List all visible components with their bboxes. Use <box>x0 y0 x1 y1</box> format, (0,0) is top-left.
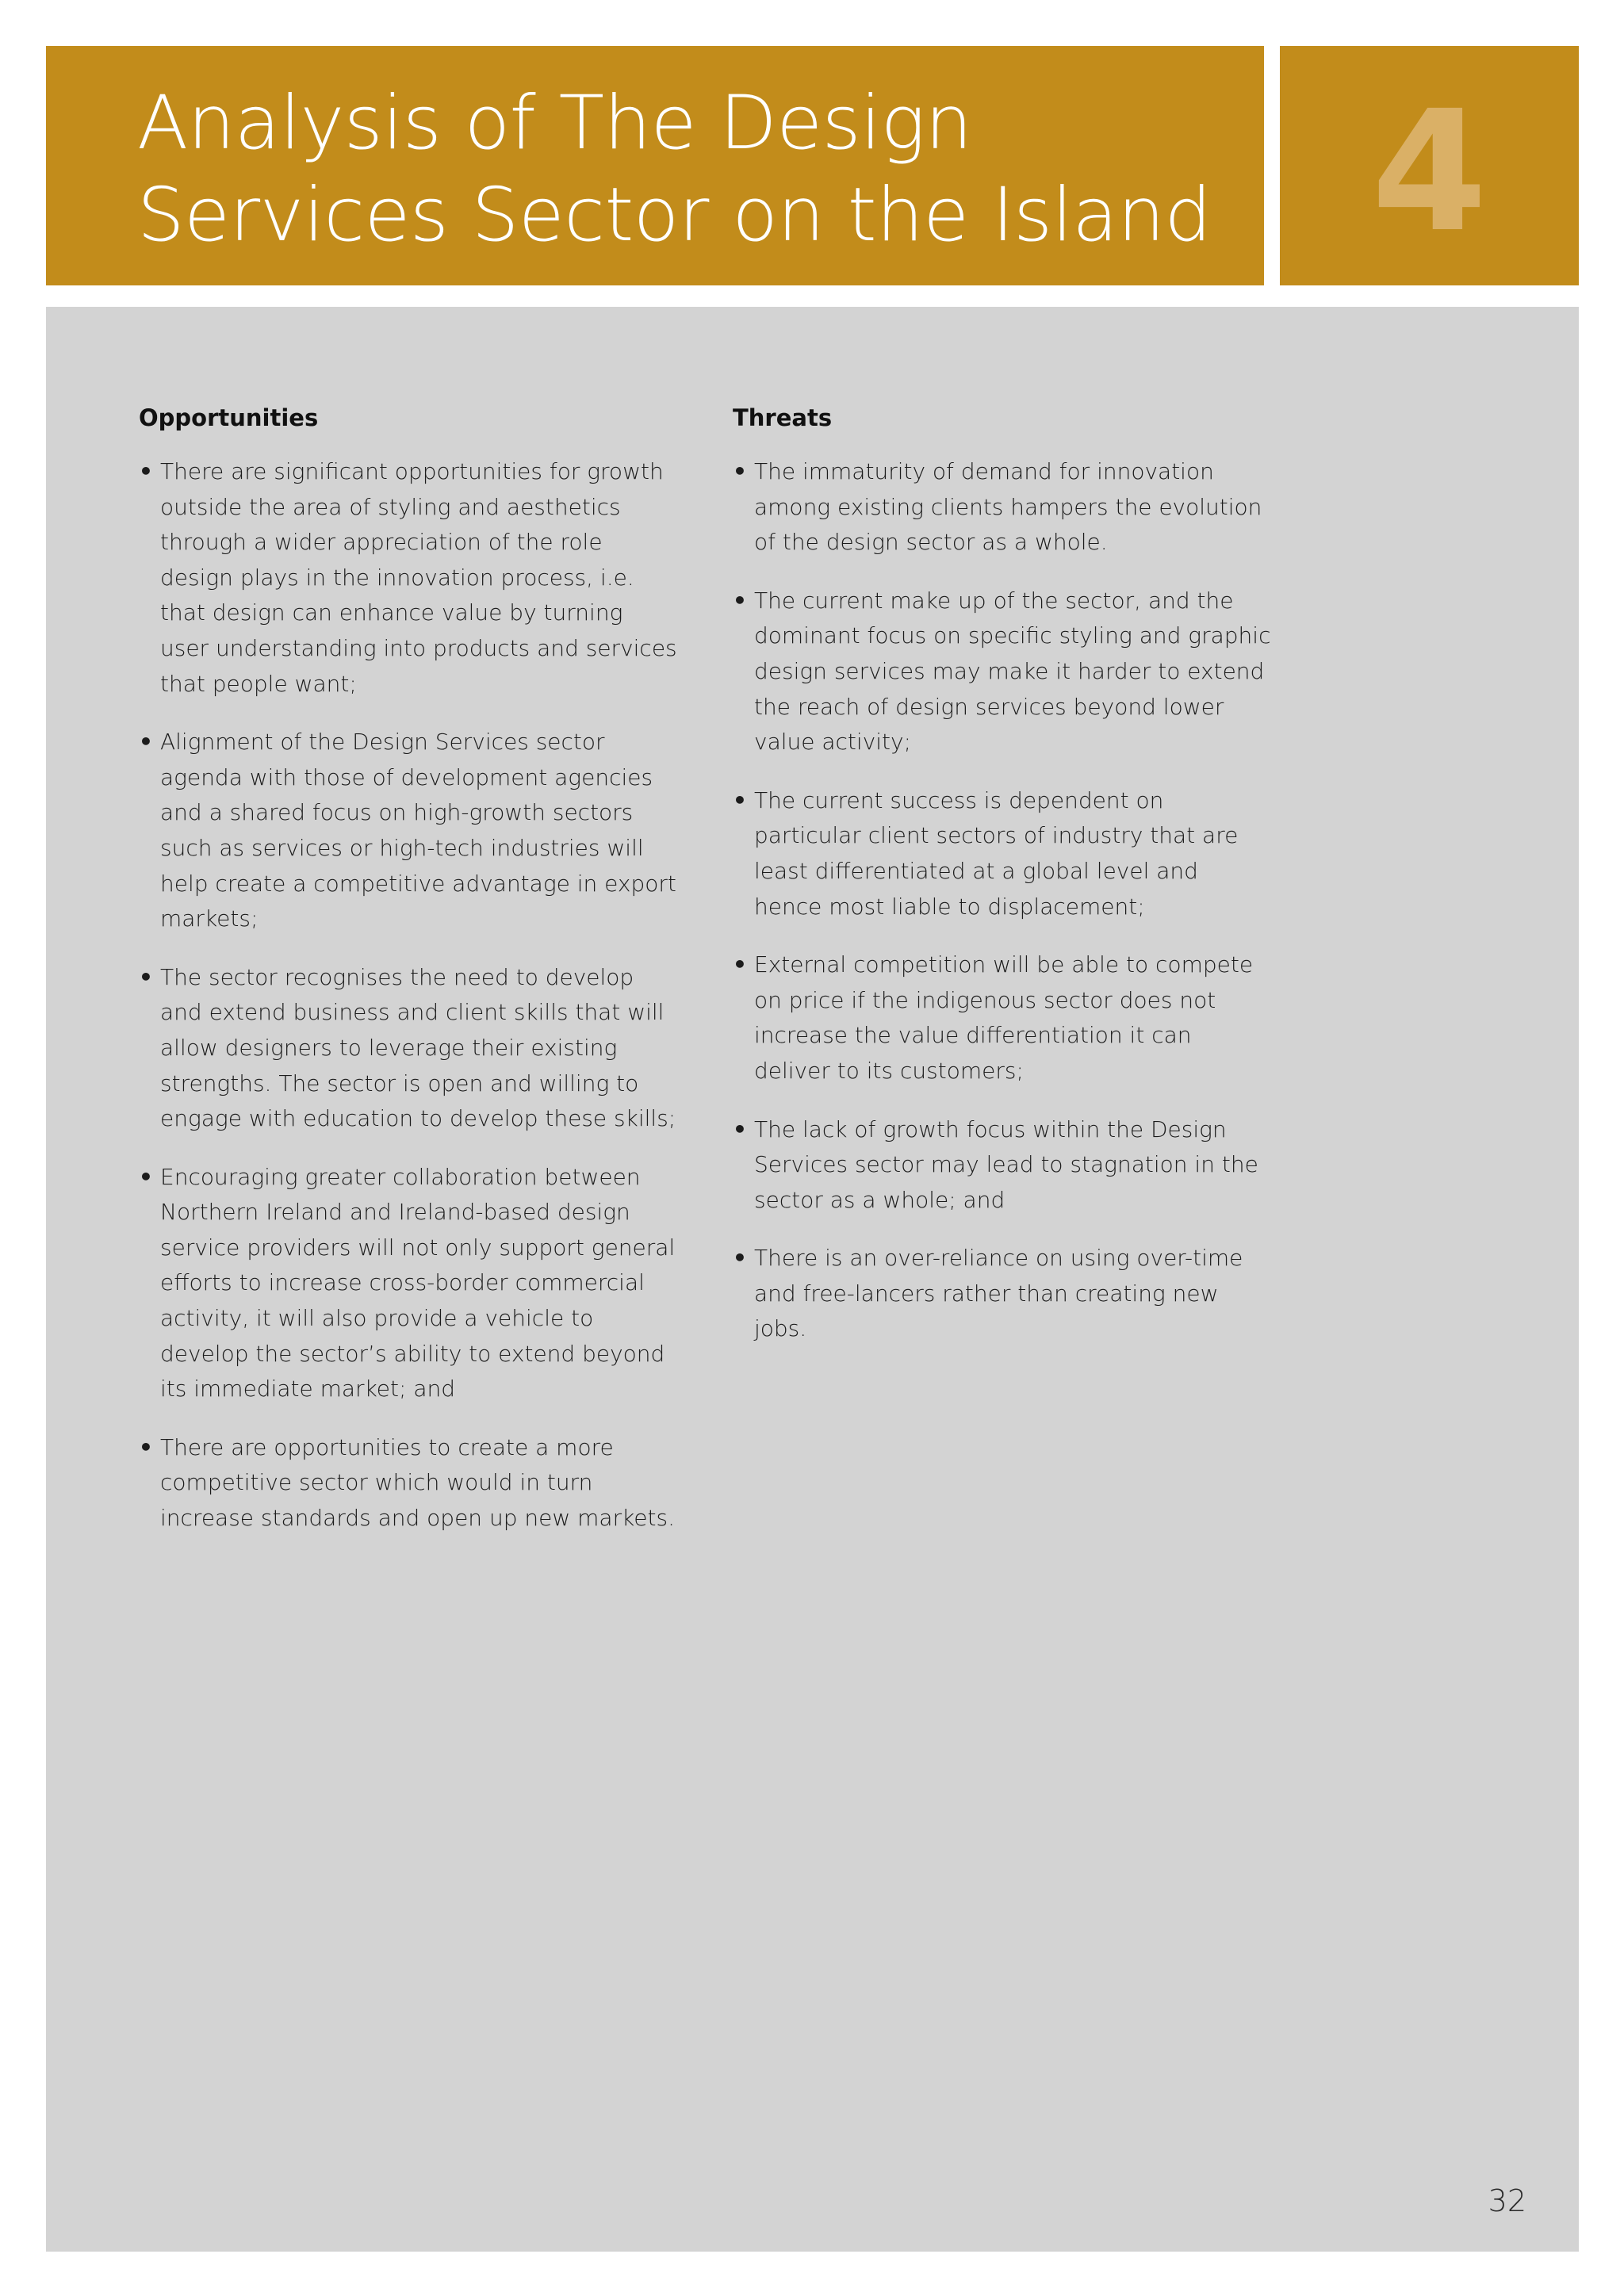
list-item <box>733 1241 1272 1347</box>
opportunities-column <box>139 402 678 1559</box>
list-item-text: The immaturity of demand for innovation among existing clients hampers the evolution of the design sector as a whole. <box>754 458 1262 556</box>
list-item-text: There is an over-reliance on using over-time and free-lancers rather than creating new jobs. <box>754 1245 1243 1342</box>
bullet-icon: • <box>733 458 747 484</box>
list-item <box>139 725 678 937</box>
list-item <box>139 454 678 702</box>
list-item-text: There are significant opportunities for growth outside the area of styling and aesthetics through a wider appreciation of the role design plays in the innovation process, i.e. that design can enhance value by turning user understanding into products and services that people want; <box>160 458 677 697</box>
title-banner <box>46 46 1264 285</box>
threats-column <box>733 402 1272 1370</box>
chapter-badge <box>1280 46 1579 285</box>
list-item <box>139 1430 678 1536</box>
opportunities-list <box>139 454 678 1536</box>
content-panel <box>46 307 1579 2252</box>
threats-list <box>733 454 1272 1347</box>
list-item <box>733 454 1272 561</box>
list-item <box>733 783 1272 924</box>
list-item-text: The current success is dependent on particular client sectors of industry that are least differentiated at a global level and hence most liable to displacement; <box>754 786 1239 920</box>
list-item-text: External competition will be able to compete on price if the indigenous sector does not increase the value differentiation it can deliver to its customers; <box>754 951 1254 1084</box>
bullet-icon: • <box>733 1245 747 1272</box>
page-number: 32 <box>1488 2183 1526 2218</box>
page-title-line-1: Analysis of The Design <box>137 80 972 166</box>
bullet-icon: • <box>733 786 747 813</box>
bullet-icon: • <box>139 729 153 756</box>
threats-heading: Threats <box>733 404 833 431</box>
list-item-text: The sector recognises the need to develop and extend business and client skills that will allow designers to leverage their existing strengths. The sector is open and willing to engage with education to develop these skills; <box>160 963 676 1132</box>
chapter-number: 4 <box>1371 75 1488 269</box>
bullet-icon: • <box>733 951 747 978</box>
list-item <box>139 960 678 1137</box>
page-title-line-2: Services Sector on the Island <box>137 172 1212 258</box>
list-item <box>139 1160 678 1407</box>
bullet-icon: • <box>733 587 747 614</box>
list-item-text: There are opportunities to create a more competitive sector which would in turn increase standards and open up new markets. <box>160 1433 676 1532</box>
opportunities-heading: Opportunities <box>139 404 319 431</box>
list-item <box>733 584 1272 760</box>
page-title <box>137 78 1247 262</box>
list-item <box>733 947 1272 1089</box>
bullet-icon: • <box>139 1163 153 1190</box>
list-item-text: Alignment of the Design Services sector agenda with those of development agencies and a shared focus on high-growth sectors such as services or high-tech industries will help create a competitive advantage in export markets; <box>160 729 676 932</box>
bullet-icon: • <box>139 458 153 484</box>
bullet-icon: • <box>733 1115 747 1142</box>
bullet-icon: • <box>139 1433 153 1460</box>
bullet-icon: • <box>139 963 153 990</box>
list-item-text: The current make up of the sector, and the dominant focus on specific styling and graphic design services may make it harder to extend the reach of design services beyond lower value activity; <box>754 587 1271 756</box>
list-item <box>733 1112 1272 1219</box>
list-item-text: Encouraging greater collaboration between Northern Ireland and Ireland-based design service providers will not only support general efforts to increase cross-border commercial activity, it will also provide a vehicle to develop the sector’s ability to extend beyond its immediate market; and <box>160 1163 676 1402</box>
list-item-text: The lack of growth focus within the Design Services sector may lead to stagnation in the sector as a whole; and <box>754 1115 1258 1213</box>
